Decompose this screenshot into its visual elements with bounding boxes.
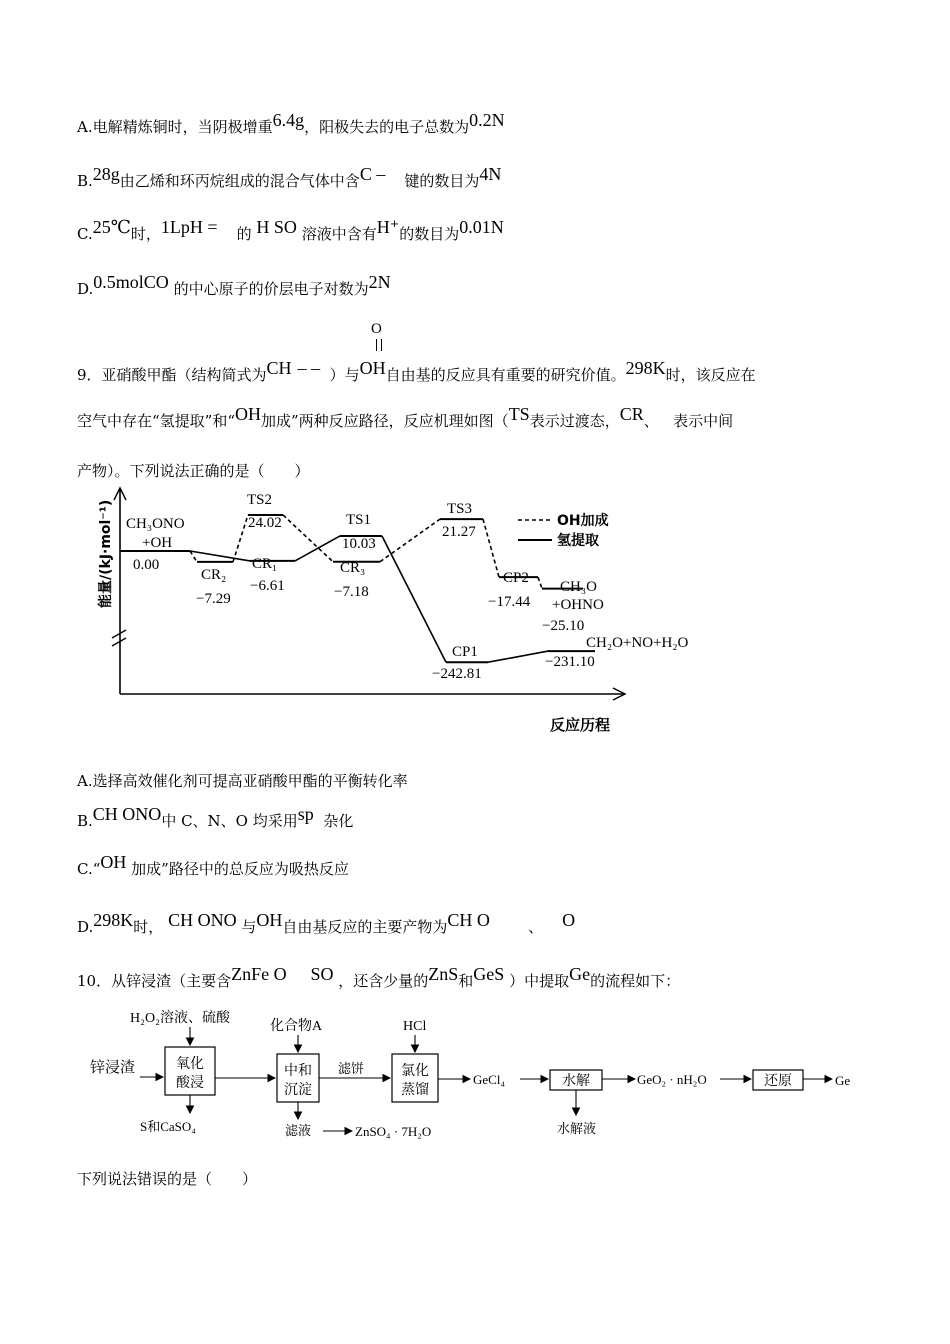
q8-option-a: A.电解精炼铜时，当阴极增重6.4g，阳极失去的电子总数为0.2N [77, 110, 505, 136]
value-cp1: −242.81 [432, 666, 482, 682]
flow-box1-line2: 酸浸 [176, 1076, 204, 1091]
label-cp1: CP1 [452, 644, 478, 660]
label-cr3: CR₃ [340, 560, 366, 576]
label-ts3: TS3 [447, 501, 473, 517]
q9-option-d: D.298K时， CH ONO 与OH自由基反应的主要产物为CH O 、 O [77, 910, 576, 936]
x-axis-label: 反应历程 [550, 716, 611, 734]
energy-profile-chart [90, 488, 689, 738]
q8-option-b: B.28g由乙烯和环丙烷组成的混合气体中含C – 键的数目为4N [77, 164, 502, 190]
flow-box3-line1: 氯化 [401, 1064, 429, 1079]
flow-byproduct-2: 滤液 [285, 1123, 312, 1138]
flow-box4-label: 水解 [562, 1074, 590, 1089]
label-ohno: +OHNO [552, 597, 604, 613]
value-final-products: −231.10 [545, 654, 595, 670]
flow-byproduct-4: 水解液 [557, 1121, 597, 1136]
flow-box1-line1: 氧化 [176, 1057, 204, 1072]
value-ts1: 10.03 [342, 536, 376, 552]
q9-stem-line3: 产物）。下列说法正确的是（ ） [77, 462, 310, 480]
double-bond-mark [376, 339, 382, 351]
label-start-oh: +OH [142, 535, 173, 551]
q9-option-a: A.选择高效催化剂可提高亚硝酸甲酯的平衡转化率 [77, 772, 408, 790]
q9-option-c: C.“OH 加成”路径中的总反应为吸热反应 [77, 852, 349, 878]
path-oh-addition-seg5 [483, 519, 499, 577]
q9-option-b: B.CH ONO中 C、N、O 均采用sp 杂化 [77, 804, 354, 830]
value-ch3o-ohno: −25.10 [542, 618, 585, 634]
flow-box5-label: 还原 [764, 1074, 792, 1089]
value-cr1: −6.61 [250, 578, 285, 594]
flow-box2-line2: 沉淀 [284, 1083, 312, 1098]
flow-reagent-1: H₂O₂溶液、硫酸 [130, 1011, 230, 1026]
path-h-abstraction-seg2 [295, 536, 340, 561]
path-h-abstraction-seg1 [190, 551, 250, 561]
path-h-abstraction-seg4 [488, 651, 548, 662]
label-cr2: CR₂ [201, 567, 227, 583]
value-cp2: −17.44 [488, 594, 531, 610]
carbonyl-o-label: O [371, 321, 382, 337]
path-oh-addition-seg2 [233, 515, 248, 562]
flow-geo2: GeO₂ · nH₂O [637, 1072, 707, 1087]
q9-stem-line2: 空气中存在“氢提取”和“OH加成”两种反应路径，反应机理如图（TS表示过渡态，CR、 表示中间 [77, 404, 734, 430]
flow-reagent-2: 化合物A [270, 1019, 323, 1034]
flow-gecl4: GeCl₄ [473, 1072, 505, 1087]
value-ts3: 21.27 [442, 524, 476, 540]
flow-byproduct-2b: ZnSO₄ · 7H₂O [355, 1124, 432, 1139]
energy-diagram [97, 488, 689, 734]
q10-stem: 10．从锌浸渣（主要含ZnFe O SO ，还含少量的ZnS和GeS ）中提取Ge的流程如下： [77, 964, 681, 990]
flow-output: Ge [835, 1073, 851, 1088]
q8-option-d: D.0.5molCO 的中心原子的价层电子对数为2N [77, 272, 391, 298]
flow-mid-label: 滤饼 [338, 1061, 365, 1076]
legend-oh-addition: OH加成 [557, 513, 609, 529]
label-final-products: CH₂O+NO+H₂O [586, 635, 689, 651]
value-ts2: 24.02 [248, 515, 282, 531]
y-axis-label: 能量/(kJ·mol⁻¹) [98, 499, 114, 608]
label-cp2: CP2 [503, 570, 529, 586]
process-flow-diagram [80, 1007, 870, 1142]
flow-input: 锌浸渣 [90, 1060, 136, 1076]
axis-break-mark [112, 630, 126, 646]
label-ts2: TS2 [247, 492, 273, 508]
path-oh-addition-seg3 [283, 515, 333, 562]
label-ts1: TS1 [346, 512, 372, 528]
value-cr2: −7.29 [196, 591, 231, 607]
flow-box3-line2: 蒸馏 [401, 1083, 429, 1098]
legend-h-abstraction: 氢提取 [557, 533, 599, 549]
value-cr3: −7.18 [334, 584, 369, 600]
path-oh-addition-seg6 [538, 577, 542, 588]
q8-option-c: C.25℃时，1LpH = 的 H SO 溶液中含有H⁺的数目为0.01N [77, 217, 504, 243]
flow-box2-line1: 中和 [284, 1064, 312, 1079]
path-h-abstraction-seg3 [382, 536, 446, 662]
label-start-species: CH₃ONO [126, 516, 185, 532]
value-start: 0.00 [133, 557, 160, 573]
q9-stem-line1: 9．亚硝酸甲酯（结构简式为CH – – ）与OH自由基的反应具有重要的研究价值。298K时，该反应在 [77, 358, 756, 384]
label-cr1: CR₁ [252, 556, 278, 572]
flow-byproduct-1: S和CaSO₄ [140, 1119, 196, 1134]
path-oh-addition-seg4 [380, 519, 440, 562]
q10-question: 下列说法错误的是（ ） [77, 1170, 258, 1188]
flow-reagent-3: HCl [403, 1019, 427, 1034]
label-ch3o: CH₃O [560, 579, 597, 595]
